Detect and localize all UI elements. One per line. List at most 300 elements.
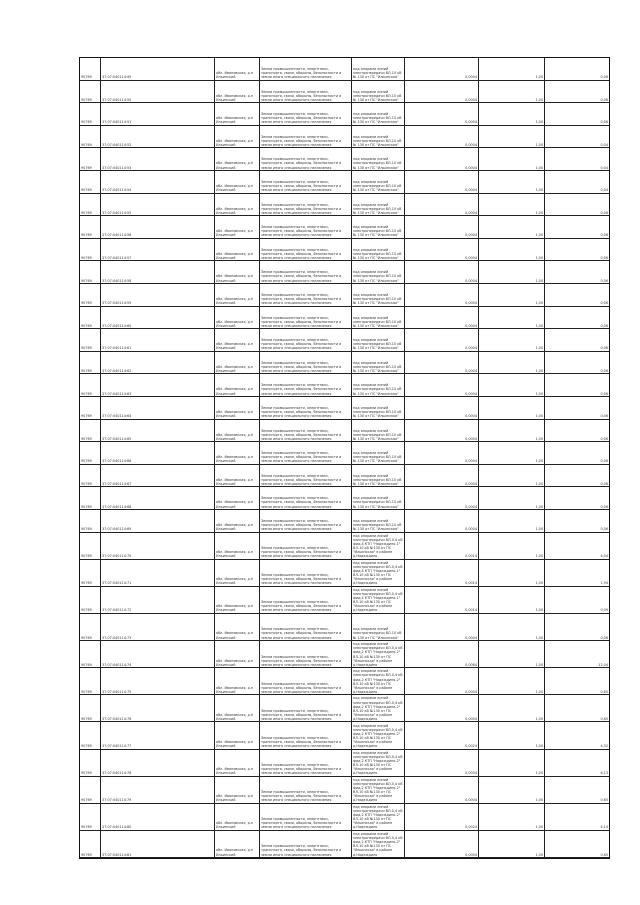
land-category-cell	[260, 216, 352, 238]
code-cell	[80, 487, 101, 509]
code-cell-text: 90769	[81, 608, 92, 613]
area-cell-text: 0,0024	[465, 825, 477, 830]
area-cell-text: 0,0004	[465, 120, 477, 125]
land-category-cell	[260, 103, 352, 125]
address-cell-text: обл. Ивановская, р-н Ильинский	[216, 71, 254, 80]
land-category-cell	[260, 81, 352, 103]
address-cell-text: обл. Ивановская, р-н Ильинский	[216, 604, 254, 613]
land-category-cell	[260, 329, 352, 351]
code-cell	[80, 397, 101, 419]
permitted-use-cell	[352, 560, 405, 586]
rate-cell	[479, 614, 545, 640]
rate-cell-text: 1,00	[535, 233, 543, 238]
land-category-cell-text: Земли промышленности, энергетики, транспорта, связи, обороны, безопасности и земли иного специального назначения	[261, 451, 342, 464]
table-row	[80, 239, 609, 262]
address-cell-text: обл. Ивановская, р-н Ильинский	[216, 274, 254, 283]
rate-cell-text: 1,00	[535, 635, 543, 640]
land-plot-table	[79, 57, 610, 859]
permitted-use-cell-text: под опорами линий электропередачи ВЛ-10 кВ № 130 от ПС "Ильинская"	[353, 473, 402, 486]
value-cell-text: 0,06	[600, 255, 608, 260]
cadastral-number-cell	[101, 420, 215, 442]
value-cell-text: 4,32	[600, 744, 608, 749]
table-row	[80, 126, 609, 149]
code-cell-text: 90769	[81, 188, 92, 193]
permitted-use-cell	[352, 374, 405, 396]
value-cell	[545, 216, 609, 238]
value-cell	[545, 722, 609, 748]
rate-cell-text: 1,00	[535, 504, 543, 509]
land-category-cell-text: Земли промышленности, энергетики, транспорта, связи, обороны, безопасности и земли иного специального назначения	[261, 817, 342, 830]
value-cell-text: 6,13	[600, 771, 608, 776]
code-cell	[80, 284, 101, 306]
land-category-cell	[260, 284, 352, 306]
value-cell	[545, 777, 609, 803]
cadastral-number-cell-text: 37:07:040114:56	[102, 233, 132, 238]
value-cell-text: 0,06	[600, 459, 608, 464]
cadastral-number-cell	[101, 171, 215, 193]
cadastral-number-cell	[101, 510, 215, 532]
table-row	[80, 148, 609, 171]
permitted-use-cell-text: под опорами линий электропередачи ВЛ-0,4 кВ фид.2 КТП "Надеждино-2" ВЛ-10 кВ №130 от ПС "Ильинская" в районе д.Надеждино	[353, 723, 403, 749]
land-category-cell	[260, 777, 352, 803]
address-cell	[215, 148, 260, 170]
rate-cell-text: 1,00	[535, 459, 543, 464]
land-category-cell	[260, 804, 352, 830]
code-cell	[80, 510, 101, 532]
value-cell	[545, 126, 609, 148]
code-cell-text: 90769	[81, 346, 92, 351]
cadastral-number-cell	[101, 442, 215, 464]
address-cell	[215, 81, 260, 103]
table-row	[80, 307, 609, 330]
permitted-use-cell-text: под опорами линий электропередачи ВЛ-0,4 кВ фид.4 КТП "Надеждино-1" ВЛ-10 кВ №130 от ПС "Ильинская" в районе д.Надеждино	[353, 587, 403, 613]
value-cell	[545, 442, 609, 464]
address-cell-text: обл. Ивановская, р-н Ильинский	[216, 184, 254, 193]
value-cell-text: 0,04	[600, 142, 608, 147]
land-category-cell-text: Земли промышленности, энергетики, транспорта, связи, обороны, безопасности и земли иного специального назначения	[261, 735, 342, 749]
permitted-use-cell	[352, 442, 405, 464]
cadastral-number-cell-text: 37:07:040114:70	[102, 554, 132, 559]
rate-cell-text: 1,00	[535, 825, 543, 830]
code-cell	[80, 148, 101, 170]
land-category-cell	[260, 58, 352, 80]
address-cell-text: обл. Ивановская, р-н Ильинский	[216, 455, 254, 464]
area-cell	[405, 465, 479, 487]
cadastral-number-cell	[101, 148, 215, 170]
cadastral-number-cell	[101, 284, 215, 306]
address-cell	[215, 216, 260, 238]
code-cell-text: 90769	[81, 635, 92, 640]
cadastral-number-cell	[101, 352, 215, 374]
code-cell	[80, 641, 101, 667]
code-cell	[80, 722, 101, 748]
cadastral-number-cell	[101, 804, 215, 830]
land-category-cell-text: Земли промышленности, энергетики, транспорта, связи, обороны, безопасности и земли иного специального назначения	[261, 66, 342, 80]
land-category-cell-text: Земли промышленности, энергетики, транспорта, связи, обороны, безопасности и земли иного специального назначения	[261, 654, 342, 667]
rate-cell	[479, 194, 545, 216]
address-cell-text: обл. Ивановская, р-н Ильинский	[216, 342, 254, 351]
permitted-use-cell	[352, 722, 405, 748]
permitted-use-cell-text: под опорами линий электропередачи ВЛ-0,4 кВ фид.2 КТП "Надеждино-2" ВЛ-10 кВ №130 от ПС "Ильинская" в районе д.Надеждино	[353, 777, 403, 803]
value-cell	[545, 510, 609, 532]
land-category-cell-text: Земли промышленности, энергетики, транспорта, связи, обороны, безопасности и земли иного специального назначения	[261, 428, 342, 441]
table-row	[80, 442, 609, 465]
permitted-use-cell-text: под опорами линий электропередачи ВЛ-10 кВ № 130 от ПС "Ильинская"	[353, 383, 402, 396]
rate-cell-text: 1,00	[535, 210, 543, 215]
permitted-use-cell-text: под опорами линий электропередачи ВЛ-10 кВ № 130 от ПС "Ильинская"	[353, 202, 402, 215]
cadastral-number-cell-text: 37:07:040114:78	[102, 771, 132, 776]
land-category-cell	[260, 397, 352, 419]
area-cell-text: 0,0004	[465, 97, 477, 102]
rate-cell	[479, 560, 545, 586]
table-row	[80, 420, 609, 443]
code-cell-text: 90769	[81, 716, 92, 721]
area-cell	[405, 668, 479, 694]
value-cell-text: 0,06	[600, 210, 608, 215]
permitted-use-cell	[352, 397, 405, 419]
table-row	[80, 465, 609, 488]
code-cell	[80, 533, 101, 559]
rate-cell	[479, 284, 545, 306]
code-cell	[80, 777, 101, 803]
code-cell-text: 90769	[81, 278, 92, 283]
value-cell	[545, 668, 609, 694]
address-cell-text: обл. Ивановская, р-н Ильинский	[216, 631, 254, 640]
area-cell-text: 0,0084	[465, 662, 477, 667]
value-cell-text: 0,06	[600, 120, 608, 125]
area-cell-text: 0,0024	[465, 744, 477, 749]
rate-cell-text: 1,00	[535, 771, 543, 776]
land-category-cell	[260, 194, 352, 216]
cadastral-number-cell-text: 37:07:040114:54	[102, 188, 132, 193]
land-category-cell	[260, 487, 352, 509]
permitted-use-cell-text: под опорами линий электропередачи ВЛ-0,4 кВ фид.4 КТП "Надеждино-1" ВЛ-10 кВ №130 от ПС "Ильинская" в районе д.Надеждино	[353, 560, 403, 586]
code-cell-text: 90769	[81, 301, 92, 306]
area-cell-text: 0,0004	[465, 165, 477, 170]
code-cell-text: 90769	[81, 75, 92, 80]
table-row	[80, 329, 609, 352]
address-cell-text: обл. Ивановская, р-н Ильинский	[216, 364, 254, 373]
area-cell-text: 0,0004	[465, 436, 477, 441]
address-cell	[215, 750, 260, 776]
rate-cell	[479, 587, 545, 613]
area-cell	[405, 420, 479, 442]
value-cell	[545, 487, 609, 509]
code-cell-text: 90769	[81, 165, 92, 170]
value-cell	[545, 58, 609, 80]
permitted-use-cell	[352, 641, 405, 667]
address-cell	[215, 804, 260, 830]
rate-cell-text: 1,00	[535, 689, 543, 694]
address-cell	[215, 641, 260, 667]
cadastral-number-cell-text: 37:07:040114:49	[102, 75, 132, 80]
permitted-use-cell	[352, 668, 405, 694]
land-category-cell	[260, 442, 352, 464]
code-cell	[80, 442, 101, 464]
address-cell	[215, 614, 260, 640]
area-cell	[405, 442, 479, 464]
code-cell-text: 90769	[81, 255, 92, 260]
value-cell-text: 0,09	[600, 608, 608, 613]
table-row	[80, 284, 609, 307]
value-cell	[545, 533, 609, 559]
permitted-use-cell-text: под опорами линий электропередачи ВЛ-10 кВ № 130 от ПС "Ильинская"	[353, 134, 402, 147]
land-category-cell	[260, 261, 352, 283]
permitted-use-cell-text: под опорами линий электропередачи ВЛ-10 кВ № 130 от ПС "Ильинская"	[353, 112, 402, 125]
value-cell-text: 0,06	[600, 504, 608, 509]
table-row	[80, 695, 609, 722]
land-category-cell-text: Земли промышленности, энергетики, транспорта, связи, обороны, безопасности и земли иного специального назначения	[261, 383, 342, 396]
area-cell	[405, 533, 479, 559]
area-cell	[405, 216, 479, 238]
rate-cell-text: 1,00	[535, 481, 543, 486]
permitted-use-cell-text: под опорами линий электропередачи ВЛ-10 кВ № 130 от ПС "Ильинская"	[353, 518, 402, 532]
value-cell	[545, 374, 609, 396]
cadastral-number-cell-text: 37:07:040114:68	[102, 504, 132, 509]
address-cell	[215, 587, 260, 613]
area-cell	[405, 804, 479, 830]
table-row	[80, 750, 609, 777]
cadastral-number-cell	[101, 261, 215, 283]
address-cell	[215, 510, 260, 532]
area-cell	[405, 750, 479, 776]
value-cell-text: 0,06	[600, 635, 608, 640]
value-cell-text: 0,06	[600, 481, 608, 486]
cadastral-number-cell-text: 37:07:040114:71	[102, 581, 132, 586]
rate-cell	[479, 239, 545, 261]
code-cell	[80, 126, 101, 148]
cadastral-number-cell-text: 37:07:040114:57	[102, 255, 132, 260]
value-cell	[545, 465, 609, 487]
permitted-use-cell	[352, 777, 405, 803]
land-category-cell-text: Земли промышленности, энергетики, транспорта, связи, обороны, безопасности и земли иного специального назначения	[261, 546, 342, 559]
address-cell-text: обл. Ивановская, р-н Ильинский	[216, 658, 254, 667]
cadastral-number-cell-text: 37:07:040114:51	[102, 120, 132, 125]
code-cell-text: 90769	[81, 852, 92, 857]
table-row	[80, 510, 609, 533]
rate-cell	[479, 261, 545, 283]
permitted-use-cell-text: под опорами линий электропередачи ВЛ-10 кВ № 130 от ПС "Ильинская"	[353, 292, 402, 306]
area-cell	[405, 587, 479, 613]
value-cell-text: 0,06	[600, 233, 608, 238]
rate-cell-text: 1,00	[535, 301, 543, 306]
value-cell	[545, 81, 609, 103]
land-category-cell	[260, 307, 352, 329]
rate-cell-text: 1,00	[535, 346, 543, 351]
value-cell	[545, 587, 609, 613]
value-cell	[545, 261, 609, 283]
value-cell-text: 12,04	[598, 662, 608, 667]
value-cell-text: 0,04	[600, 165, 608, 170]
address-cell-text: обл. Ивановская, р-н Ильинский	[216, 297, 254, 306]
value-cell-text: 0,06	[600, 301, 608, 306]
cadastral-number-cell-text: 37:07:040114:73	[102, 635, 132, 640]
address-cell-text: обл. Ивановская, р-н Ильинский	[216, 712, 254, 721]
area-cell	[405, 194, 479, 216]
code-cell-text: 90769	[81, 527, 92, 532]
land-category-cell	[260, 560, 352, 586]
address-cell	[215, 352, 260, 374]
cadastral-number-cell-text: 37:07:040114:50	[102, 97, 132, 102]
land-category-cell	[260, 831, 352, 857]
permitted-use-cell	[352, 804, 405, 830]
address-cell	[215, 831, 260, 857]
cadastral-number-cell-text: 37:07:040114:52	[102, 142, 132, 147]
area-cell	[405, 171, 479, 193]
value-cell	[545, 750, 609, 776]
land-category-cell-text: Земли промышленности, энергетики, транспорта, связи, обороны, безопасности и земли иного специального назначения	[261, 202, 342, 215]
rate-cell-text: 1,00	[535, 581, 543, 586]
permitted-use-cell-text: под опорами линий электропередачи ВЛ-0,4 кВ фид.2 КТП "Надеждино-2" ВЛ-10 кВ №130 от ПС "Ильинская" в районе д.Надеждино	[353, 696, 403, 721]
land-category-cell-text: Земли промышленности, энергетики, транспорта, связи, обороны, безопасности и земли иного специального назначения	[261, 473, 342, 486]
cadastral-number-cell	[101, 722, 215, 748]
address-cell	[215, 668, 260, 694]
area-cell-text: 0,0004	[465, 481, 477, 486]
permitted-use-cell	[352, 103, 405, 125]
land-category-cell	[260, 641, 352, 667]
code-cell-text: 90769	[81, 825, 92, 830]
code-cell	[80, 750, 101, 776]
permitted-use-cell	[352, 171, 405, 193]
code-cell-text: 90769	[81, 97, 92, 102]
value-cell	[545, 307, 609, 329]
code-cell	[80, 81, 101, 103]
permitted-use-cell-text: под опорами линий электропередачи ВЛ-10 кВ № 130 от ПС "Ильинская"	[353, 179, 402, 193]
cadastral-number-cell	[101, 587, 215, 613]
table-row	[80, 103, 609, 126]
area-cell-text: 0,0004	[465, 414, 477, 419]
land-category-cell	[260, 374, 352, 396]
code-cell	[80, 374, 101, 396]
permitted-use-cell	[352, 533, 405, 559]
area-cell	[405, 510, 479, 532]
land-category-cell	[260, 239, 352, 261]
code-cell-text: 90769	[81, 323, 92, 328]
value-cell-text: 0,06	[600, 436, 608, 441]
rate-cell-text: 1,00	[535, 798, 543, 803]
permitted-use-cell	[352, 284, 405, 306]
table-row	[80, 587, 609, 614]
land-category-cell	[260, 465, 352, 487]
table-row	[80, 194, 609, 217]
permitted-use-cell	[352, 587, 405, 613]
value-cell-text: 0,06	[600, 527, 608, 532]
table-row	[80, 804, 609, 831]
code-cell-text: 90769	[81, 504, 92, 509]
permitted-use-cell	[352, 510, 405, 532]
value-cell-text: 0,06	[600, 97, 608, 102]
address-cell	[215, 261, 260, 283]
permitted-use-cell-text: под опорами линий электропередачи ВЛ-10 кВ № 130 от ПС "Ильинская"	[353, 157, 402, 170]
area-cell	[405, 777, 479, 803]
address-cell	[215, 533, 260, 559]
rate-cell-text: 1,00	[535, 255, 543, 260]
area-cell-text: 0,0004	[465, 255, 477, 260]
cadastral-number-cell-text: 37:07:040114:62	[102, 368, 132, 373]
rate-cell	[479, 420, 545, 442]
value-cell-text: 4,14	[600, 825, 608, 830]
value-cell-text: 0,06	[600, 391, 608, 396]
permitted-use-cell-text: под опорами линий электропередачи ВЛ-10 кВ № 130 от ПС "Ильинская"	[353, 496, 402, 509]
cadastral-number-cell	[101, 614, 215, 640]
permitted-use-cell	[352, 487, 405, 509]
area-cell	[405, 560, 479, 586]
address-cell-text: обл. Ивановская, р-н Ильинский	[216, 138, 254, 147]
address-cell-text: обл. Ивановская, р-н Ильинский	[216, 550, 254, 559]
cadastral-number-cell	[101, 695, 215, 721]
area-cell-text: 0,0004	[465, 301, 477, 306]
rate-cell	[479, 81, 545, 103]
cadastral-number-cell-text: 37:07:040114:55	[102, 210, 132, 215]
value-cell	[545, 194, 609, 216]
land-category-cell	[260, 533, 352, 559]
rate-cell	[479, 58, 545, 80]
code-cell-text: 90769	[81, 771, 92, 776]
code-cell	[80, 695, 101, 721]
cadastral-number-cell-text: 37:07:040114:61	[102, 346, 132, 351]
land-category-cell-text: Земли промышленности, энергетики, транспорта, связи, обороны, безопасности и земли иного специального назначения	[261, 681, 342, 694]
cadastral-number-cell	[101, 126, 215, 148]
area-cell	[405, 126, 479, 148]
permitted-use-cell	[352, 194, 405, 216]
land-category-cell-text: Земли промышленности, энергетики, транспорта, связи, обороны, безопасности и земли иного специального назначения	[261, 627, 342, 640]
rate-cell-text: 1,00	[535, 554, 543, 559]
land-category-cell	[260, 614, 352, 640]
cadastral-number-cell	[101, 103, 215, 125]
permitted-use-cell-text: под опорами линий электропередачи ВЛ-10 кВ № 130 от ПС "Ильинская"	[353, 627, 402, 640]
permitted-use-cell-text: под опорами линий электропередачи ВЛ-10 кВ № 130 от ПС "Ильинская"	[353, 66, 402, 80]
cadastral-number-cell-text: 37:07:040114:63	[102, 391, 132, 396]
code-cell	[80, 420, 101, 442]
rate-cell-text: 1,00	[535, 278, 543, 283]
value-cell	[545, 171, 609, 193]
rate-cell	[479, 487, 545, 509]
value-cell-text: 1,94	[600, 581, 608, 586]
area-cell-text: 0,0004	[465, 852, 477, 857]
area-cell	[405, 239, 479, 261]
value-cell	[545, 148, 609, 170]
rate-cell-text: 1,00	[535, 142, 543, 147]
cadastral-number-cell	[101, 668, 215, 694]
land-category-cell-text: Земли промышленности, энергетики, транспорта, связи, обороны, безопасности и земли иного специального назначения	[261, 157, 342, 170]
area-cell-text: 0,0004	[465, 233, 477, 238]
value-cell-text: 0,06	[600, 323, 608, 328]
value-cell	[545, 397, 609, 419]
rate-cell	[479, 171, 545, 193]
area-cell-text: 0,0004	[465, 346, 477, 351]
code-cell	[80, 194, 101, 216]
area-cell	[405, 103, 479, 125]
cadastral-number-cell	[101, 641, 215, 667]
land-category-cell	[260, 668, 352, 694]
permitted-use-cell-text: под опорами линий электропередачи ВЛ-10 кВ № 130 от ПС "Ильинская"	[353, 270, 402, 283]
value-cell	[545, 103, 609, 125]
code-cell	[80, 804, 101, 830]
rate-cell-text: 1,00	[535, 527, 543, 532]
area-cell-text: 0,0014	[465, 581, 477, 586]
value-cell-text: 0,65	[600, 852, 608, 857]
table-row	[80, 81, 609, 104]
rate-cell-text: 1,00	[535, 75, 543, 80]
code-cell	[80, 614, 101, 640]
rate-cell-text: 1,00	[535, 716, 543, 721]
code-cell	[80, 171, 101, 193]
area-cell	[405, 58, 479, 80]
rate-cell	[479, 216, 545, 238]
area-cell-text: 0,0004	[465, 798, 477, 803]
code-cell	[80, 103, 101, 125]
address-cell	[215, 284, 260, 306]
